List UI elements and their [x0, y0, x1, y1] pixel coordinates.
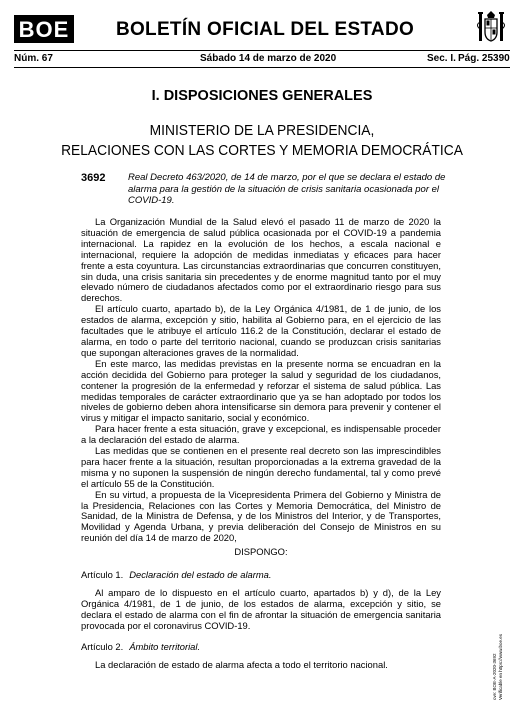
coat-of-arms-icon — [476, 10, 506, 46]
boe-logo — [14, 15, 74, 43]
cve-code: cve: BOE-A-2020-3692 — [492, 653, 497, 700]
issue-date: Sábado 14 de marzo de 2020 — [200, 53, 337, 64]
header-rule-top — [14, 50, 510, 51]
article-2-label: Artículo 2. — [81, 641, 124, 652]
page-number: Pág. 25390 — [458, 53, 510, 64]
boe-logo-text: BOE — [18, 17, 70, 42]
paragraph: En este marco, las medidas previstas en la presente norma se encuadran en la acción decidida del Gobierno para proteger la salud y seguridad de los ciudadanos, contener la progresión de la enfermedad y reforzar el sistema de salud pública. Las medidas temporales de carácter extraordinario que ya se han adoptado por todos los niveles de gobierno deben ahora intensificarse sin demora para prevenir y contener el virus y mitigar el impacto sanitario, social y económico. — [81, 357, 441, 424]
article-2-body — [81, 660, 441, 671]
preamble — [81, 217, 441, 544]
decree-number: 3692 — [81, 172, 106, 184]
article-1-label: Artículo 1. — [81, 569, 124, 580]
paragraph: La declaración de estado de alarma afecta a todo el territorio nacional. — [95, 659, 388, 670]
verification-text — [492, 540, 504, 700]
article-1-title: Declaración del estado de alarma. — [129, 569, 272, 580]
verify-url[interactable]: Verificable en https://www.boe.es — [498, 633, 503, 700]
paragraph: La Organización Mundial de la Salud elevó el pasado 11 de marzo de 2020 la situación de emergencia de salud pública ocasionada por el COVID-19 a pandemia internacional. La rapidez en la evolución de los hechos, a escala nacional e internacional, requiere la adopción de medidas inmediatas y eficaces para hacer frente a esta coyuntura. Las circunstancias extraordinarias que concurren constituyen, sin duda, una crisis sanitaria sin precedentes y de enorme magnitud tanto por el muy elevado número de ciudadanos afectados como por el extraordinario riesgo para sus derechos. — [81, 216, 441, 304]
paragraph: El artículo cuarto, apartado b), de la Ley Orgánica 4/1981, de 1 de junio, de los estados de alarma, excepción y sitio, habilita al Gobierno para, en el ejercicio de las facultades que le atribuye el artículo 116.2 de la Constitución, declarar el estado de alarma, en todo o parte del territorio nacional, cuando se produzcan crisis sanitarias que supongan alteraciones graves de la normalidad. — [81, 303, 441, 358]
decree-title: Real Decreto 463/2020, de 14 de marzo, por el que se declara el estado de alarma para la gestión de la situación de crisis sanitaria ocasionada por el COVID-19. — [128, 172, 446, 206]
header-rule-bottom — [14, 67, 510, 68]
ministry-line-2: RELACIONES CON LAS CORTES Y MEMORIA DEMOCRÁTICA — [61, 142, 463, 159]
section-title: I. DISPOSICIONES GENERALES — [151, 88, 373, 104]
paragraph: En su virtud, a propuesta de la Vicepresidenta Primera del Gobierno y Ministra de la Presidencia, Relaciones con las Cortes y Memoria Democrática, del Ministro de Sanidad, de la Ministra de Defensa, y de los Ministros del Interior, y de Transportes, Movilidad y Agenda Urbana, y previa deliberación del Consejo de Ministros en su reunión del día 14 de marzo de 2020, — [81, 488, 441, 544]
paragraph: Al amparo de lo dispuesto en el artículo cuarto, apartados b) y d), de la Ley Orgánica 4/1981, de 1 de junio, de los estados de alarma, excepción y sitio, se declara el estado de alarma con el fin de afrontar la situación de emergencia sanitaria provocada por el coronavirus COVID-19. — [81, 587, 441, 631]
article-2-heading — [81, 641, 200, 652]
bulletin-title: BOLETÍN OFICIAL DEL ESTADO — [115, 19, 415, 40]
article-1-body — [81, 588, 441, 632]
article-1-heading — [81, 569, 272, 580]
ministry-line-1: MINISTERIO DE LA PRESIDENCIA, — [149, 122, 375, 139]
verification-margin — [492, 540, 516, 700]
paragraph: Las medidas que se contienen en el presente real decreto son las imprescindibles para hacer frente a la situación, resultan proporcionadas a la extrema gravedad de la misma y no suponen la suspensión de ningún derecho fundamental, tal y como prevé el artículo 55 de la Constitución. — [81, 445, 441, 489]
paragraph: Para hacer frente a esta situación, grave y excepcional, es indispensable proceder a la declaración del estado de alarma. — [81, 423, 441, 446]
section-label: Sec. I. — [427, 53, 456, 64]
dispongo-heading: DISPONGO: — [234, 546, 288, 557]
issue-number: Núm. 67 — [14, 53, 53, 64]
article-2-title: Ámbito territorial. — [129, 641, 201, 652]
